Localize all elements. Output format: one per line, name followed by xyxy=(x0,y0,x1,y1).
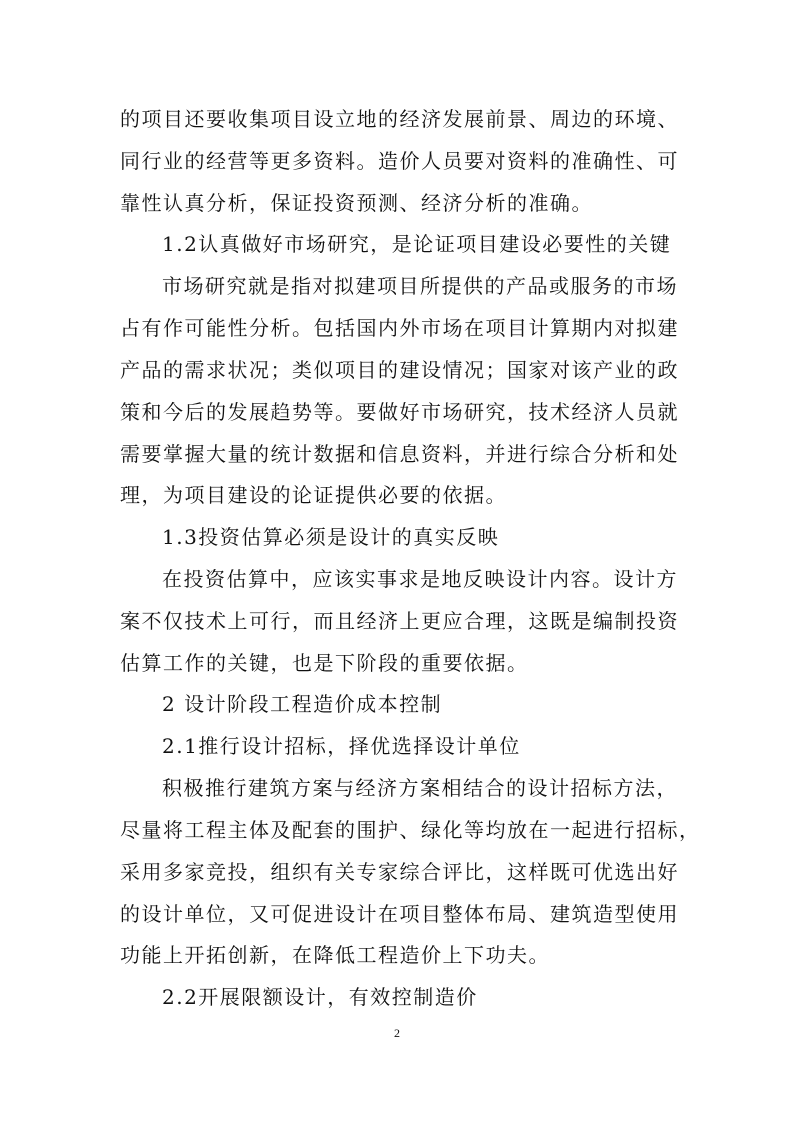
section-heading-2: 2 设计阶段工程造价成本控制 xyxy=(162,692,443,716)
body-text-line: 采用多家竞投，组织有关专家综合评比，这样既可优选出好 xyxy=(120,860,679,884)
body-text-line: 产品的需求状况；类似项目的建设情况；国家对该产业的政 xyxy=(120,358,679,382)
body-text-line: 功能上开拓创新，在降低工程造价上下功夫。 xyxy=(120,943,550,967)
body-text-line: 需要掌握大量的统计数据和信息资料，并进行综合分析和处 xyxy=(120,442,679,466)
body-text-line: 估算工作的关键，也是下阶段的重要依据。 xyxy=(120,651,529,675)
body-text-line: 积极推行建筑方案与经济方案相结合的设计招标方法， xyxy=(162,776,678,800)
section-heading-2-1: 2.1推行设计招标，择优选择设计单位 xyxy=(162,734,521,758)
section-heading-1-2: 1.2认真做好市场研究，是论证项目建设必要性的关键 xyxy=(162,232,672,256)
page-number: 2 xyxy=(394,1026,400,1040)
body-text-line: 案不仅技术上可行，而且经济上更应合理，这既是编制投资 xyxy=(120,609,679,633)
body-text-line: 策和今后的发展趋势等。要做好市场研究，技术经济人员就 xyxy=(120,400,679,424)
body-text-line: 同行业的经营等更多资料。造价人员要对资料的准确性、可 xyxy=(120,149,679,173)
body-text-line: 靠性认真分析，保证投资预测、经济分析的准确。 xyxy=(120,191,593,215)
body-text-line: 的项目还要收集项目设立地的经济发展前景、周边的环境、 xyxy=(120,107,679,131)
section-heading-2-2: 2.2开展限额设计，有效控制造价 xyxy=(162,985,478,1009)
body-text-line: 的设计单位，又可促进设计在项目整体布局、建筑造型使用 xyxy=(120,902,679,926)
body-text-line: 在投资估算中，应该实事求是地反映设计内容。设计方 xyxy=(162,567,678,591)
body-text-line: 占有作可能性分析。包括国内外市场在项目计算期内对拟建 xyxy=(120,316,679,340)
body-text-line: 理，为项目建设的论证提供必要的依据。 xyxy=(120,483,507,507)
section-heading-1-3: 1.3投资估算必须是设计的真实反映 xyxy=(162,525,500,549)
body-text-line: 尽量将工程主体及配套的围护、绿化等均放在一起进行招标， xyxy=(120,818,701,842)
body-text-line: 市场研究就是指对拟建项目所提供的产品或服务的市场 xyxy=(162,274,678,298)
